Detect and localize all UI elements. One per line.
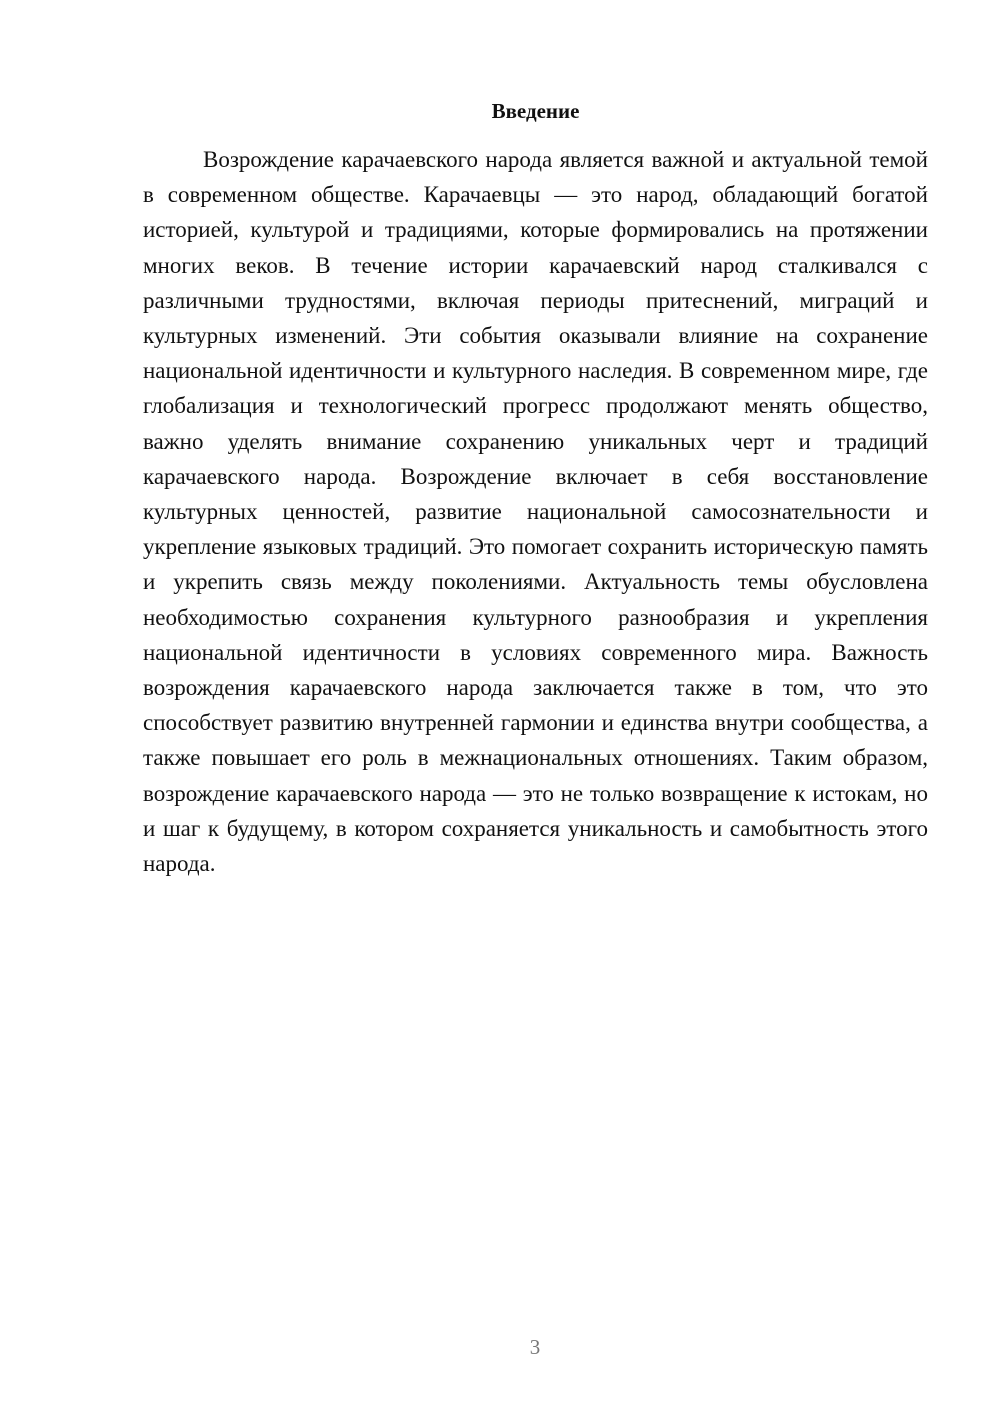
body-paragraph: Возрождение карачаевского народа является важной и актуальной темой в современном обществе. Карачаевцы — это народ, обладающий богатой историей, культурой и традициями, которые формировались на протяжении многих веков. В течение истории карачаевский народ сталкивался с различными трудностями, включая периоды притеснений, миграций и культурных изменений. Эти события оказывали влияние на сохранение национальной идентичности и культурного наследия. В современном мире, где глобализация и технологический прогресс продолжают менять общество, важно уделять внимание сохранению уникальных черт и традиций карачаевского народа. Возрождение включает в себя восстановление культурных ценностей, развитие национальной самосознательности и укрепление языковых традиций. Это помогает сохранить историческую память и укрепить связь между поколениями. Актуальность темы обусловлена необходимостью сохранения культурного разнообразия и укрепления национальной идентичности в условиях современного мира. Важность возрождения карачаевского народа заключается также в том, что это способствует развитию внутренней гармонии и единства внутри сообщества, а также повышает его роль в межнациональных отношениях. Таким образом, возрождение карачаевского народа — это не только возвращение к истокам, но и шаг к будущему, в котором сохраняется уникальность и самобытность этого народа. [143, 147, 928, 877]
page-number: 3 [529, 1335, 541, 1359]
section-title: Введение [491, 99, 580, 123]
